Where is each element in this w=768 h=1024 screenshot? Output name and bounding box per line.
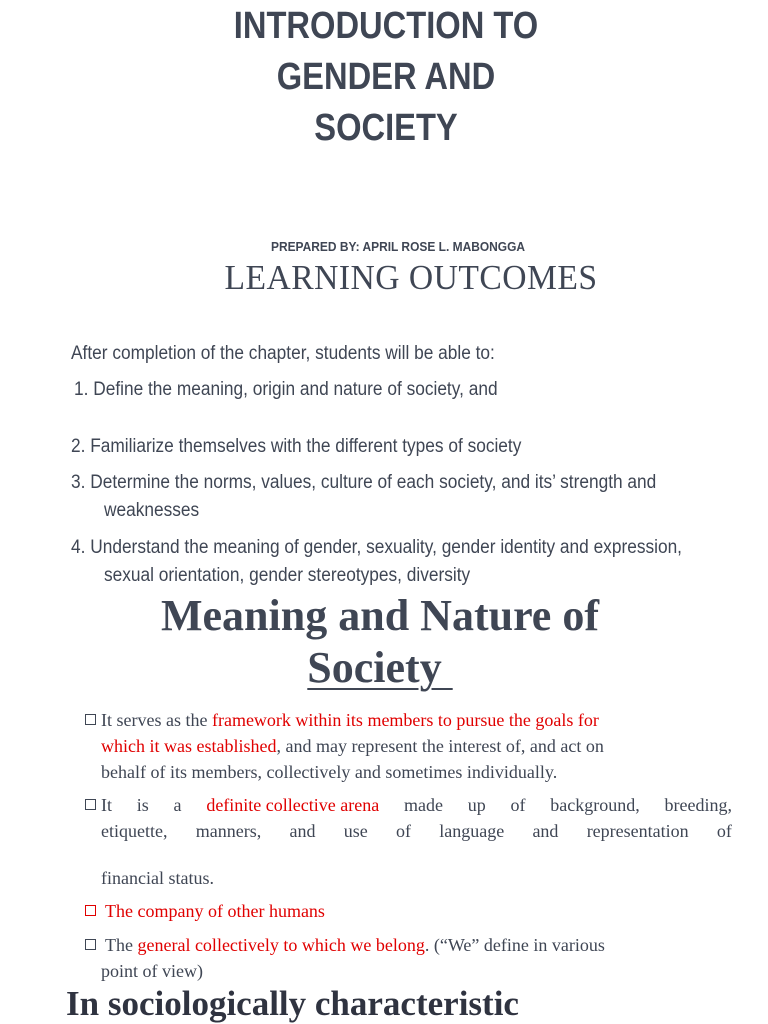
outcome-item-1: 1. Define the meaning, origin and nature of society, and	[74, 379, 498, 400]
bullet-1-text: It serves as the	[101, 710, 212, 730]
outcome-item-4-cont: sexual orientation, gender stereotypes, diversity	[104, 565, 471, 586]
bullet-2-word: It	[101, 795, 112, 815]
bullet-2-line-1	[101, 796, 732, 814]
bullet-4-highlight: general collectively to which we belong	[137, 935, 425, 955]
bullet-2-word: of	[716, 821, 732, 841]
bullet-2-line-2	[101, 822, 732, 840]
bullet-1-highlight-2: which it was established	[101, 736, 277, 756]
bullet-1-highlight-1: framework within its members to pursue the goals for	[211, 710, 599, 730]
bullet-2-word: etiquette,	[101, 821, 168, 841]
bullet-4-line-1	[105, 936, 605, 954]
bullet-2-highlight: definite collective arena	[206, 795, 380, 815]
outcome-item-2: 2. Familiarize themselves with the different types of society	[71, 436, 522, 457]
sociological-heading: In sociologically characteristic	[66, 984, 519, 1023]
title-line-2: GENDER AND	[276, 56, 496, 98]
checkbox-bullet-icon	[85, 714, 96, 725]
outcomes-intro: After completion of the chapter, students will be able to:	[71, 343, 495, 364]
bullet-2-word: breeding,	[664, 795, 732, 815]
checkbox-bullet-icon	[85, 799, 96, 810]
bullet-1-line-3: behalf of its members, collectively and sometimes individually.	[101, 762, 558, 782]
bullet-1-line-2	[101, 737, 604, 755]
bullet-2-word: and	[532, 821, 559, 841]
bullet-2-word: up	[467, 795, 486, 815]
outcome-item-3: 3. Determine the norms, values, culture of each society, and its’ strength and	[71, 472, 657, 493]
bullet-2-word: representation	[586, 821, 689, 841]
checkbox-bullet-icon	[85, 939, 96, 950]
meaning-nature-heading: Meaning and Nature of	[161, 591, 599, 640]
bullet-1-line-1	[101, 711, 599, 729]
bullet-1-text-2: , and may represent the interest of, and act on	[276, 736, 604, 756]
bullet-2-word: a	[173, 795, 182, 815]
bullet-4-text-2: . (“We” define in various	[424, 935, 605, 955]
bullet-4-text: The	[105, 935, 138, 955]
bullet-2-line-3: financial status.	[101, 868, 214, 888]
bullet-2-word: is	[136, 795, 149, 815]
prepared-by: PREPARED BY: APRIL ROSE L. MABONGGA	[270, 239, 526, 254]
society-heading-text: Society	[307, 643, 453, 692]
bullet-3: The company of other humans	[105, 901, 325, 921]
bullet-2-word: made	[403, 795, 443, 815]
bullet-2-word: language	[439, 821, 505, 841]
bullet-2-word: use	[343, 821, 368, 841]
outcome-item-4: 4. Understand the meaning of gender, sexuality, gender identity and expression,	[71, 537, 682, 558]
bullet-2-word: manners,	[195, 821, 262, 841]
checkbox-bullet-icon	[85, 905, 96, 916]
society-heading	[0, 643, 760, 692]
bullet-2-word: background,	[550, 795, 640, 815]
bullet-2-word: and	[289, 821, 316, 841]
learning-outcomes-heading: LEARNING OUTCOMES	[224, 258, 598, 297]
title-line-1: INTRODUCTION TO	[233, 5, 539, 47]
bullet-2-word: of	[395, 821, 411, 841]
bullet-4-line-2: point of view)	[101, 961, 203, 981]
title-line-3: SOCIETY	[314, 107, 458, 149]
bullet-2-word: of	[510, 795, 526, 815]
outcome-item-3-cont: weaknesses	[104, 500, 200, 521]
